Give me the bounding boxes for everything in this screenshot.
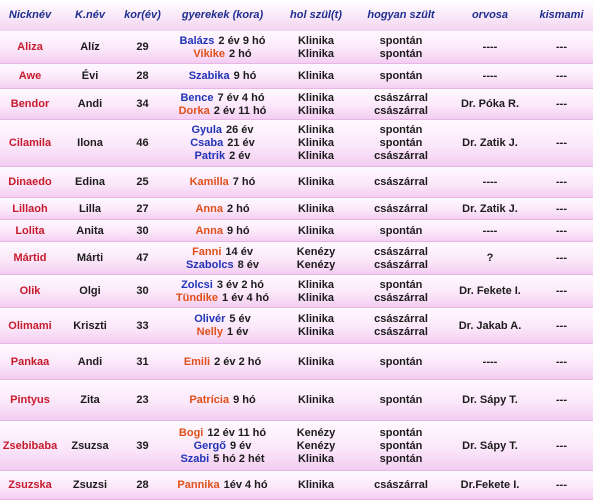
child-name: Patrícia <box>189 394 230 406</box>
birthplace-cell <box>280 421 352 471</box>
child-age: 9 év <box>229 439 252 452</box>
doctor-cell: ---- <box>482 41 498 53</box>
right-edge <box>593 0 600 500</box>
child-entry <box>195 225 249 238</box>
birthplace-cell <box>280 120 352 167</box>
pregnant-cell: --- <box>556 202 567 215</box>
birth-method-cell <box>352 89 450 120</box>
age-cell: 34 <box>136 98 149 110</box>
birth-method-value: spontán <box>379 278 423 291</box>
name-cell: Zsuzsa <box>71 439 109 452</box>
child-entry <box>191 124 253 137</box>
birthplace-value: Kenézy <box>296 245 336 258</box>
birth-method-value: császárral <box>374 176 428 188</box>
pregnant-cell: --- <box>556 355 567 368</box>
child-entry <box>192 246 253 259</box>
age-cell: 39 <box>136 439 149 452</box>
birthplace-value: Klinika <box>297 150 335 162</box>
child-entry <box>180 453 264 466</box>
age-cell: 28 <box>136 479 149 491</box>
children-cell <box>165 198 280 220</box>
child-age: 9 hó <box>233 70 257 82</box>
header-children: gyerekek (kora) <box>181 9 264 21</box>
name-cell: Lilla <box>78 202 101 215</box>
table-row <box>0 380 593 421</box>
child-age: 14 év <box>225 245 253 258</box>
age-cell: 29 <box>136 41 149 53</box>
child-age: 9 hó <box>226 224 250 237</box>
birth-method-value: császárral <box>374 258 428 271</box>
children-cell <box>165 242 280 275</box>
child-entry <box>190 137 255 150</box>
age-cell: 30 <box>136 285 149 297</box>
table-row <box>0 167 593 198</box>
child-entry <box>194 440 252 453</box>
nick-cell: Zsebibaba <box>2 439 58 452</box>
child-entry <box>176 292 269 305</box>
birthplace-value: Klinika <box>297 34 335 47</box>
child-entry <box>189 70 257 83</box>
doctor-cell: ? <box>486 252 494 264</box>
child-age: 2 év 2 hó <box>214 355 262 368</box>
nick-cell: Olik <box>19 285 41 297</box>
name-cell: Andi <box>77 355 103 368</box>
table-row <box>0 308 593 344</box>
table-row <box>0 64 593 89</box>
nick-cell: Awe <box>18 70 42 82</box>
birthplace-value: Klinika <box>297 176 335 188</box>
birth-method-value: császárral <box>374 104 428 117</box>
birth-method-value: császárral <box>374 326 428 338</box>
pregnant-cell: --- <box>556 252 567 264</box>
children-cell <box>165 344 280 380</box>
doctor-cell: ---- <box>482 70 498 82</box>
child-name: Gyula <box>191 124 223 136</box>
table-row <box>0 198 593 220</box>
child-name: Bogi <box>178 426 204 439</box>
doctor-cell: Dr. Fekete I. <box>459 285 521 297</box>
nick-cell: Lolita <box>15 224 45 237</box>
child-name: Balázs <box>179 34 215 47</box>
child-name: Szabolcs <box>185 258 234 271</box>
nick-cell: Aliza <box>17 41 43 53</box>
birthplace-cell <box>280 380 352 421</box>
birth-method-value: császárral <box>374 202 428 215</box>
pregnant-cell: --- <box>556 394 567 406</box>
doctor-cell: Dr. Zatik J. <box>462 137 518 149</box>
child-name: Vikike <box>193 47 225 60</box>
doctor-cell: ---- <box>482 355 498 368</box>
birth-method-value: császárral <box>374 245 428 258</box>
birthplace-value: Klinika <box>297 70 335 82</box>
nick-cell: Dinaedo <box>8 176 52 188</box>
children-cell <box>165 167 280 198</box>
birthplace-cell <box>280 344 352 380</box>
name-cell: Ilona <box>77 137 103 149</box>
child-name: Dorka <box>178 104 210 117</box>
child-entry <box>179 105 267 118</box>
child-age: 7 év 4 hó <box>217 91 265 104</box>
child-age: 2 év 11 hó <box>213 104 267 117</box>
child-entry <box>179 427 266 440</box>
birth-method-value: spontán <box>379 452 423 465</box>
birthplace-value: Klinika <box>297 278 335 291</box>
birthplace-value: Klinika <box>297 355 335 368</box>
children-cell <box>165 89 280 120</box>
child-age: 26 év <box>226 124 254 136</box>
birthplace-value: Kenézy <box>296 439 336 452</box>
pregnant-cell: --- <box>556 41 567 53</box>
birth-method-value: császárral <box>374 313 428 325</box>
child-entry <box>184 356 261 369</box>
doctor-cell: Dr.Fekete I. <box>460 479 520 491</box>
table-row <box>0 31 593 64</box>
nick-cell: Olimami <box>8 319 52 332</box>
age-cell: 27 <box>136 202 149 215</box>
birth-method-value: spontán <box>379 394 423 406</box>
birth-method-value: spontán <box>379 137 423 149</box>
age-cell: 23 <box>136 394 149 406</box>
child-entry <box>195 203 249 216</box>
child-age: 2 év <box>229 150 251 162</box>
header-where: hol szül(t) <box>290 9 342 21</box>
pregnant-cell: --- <box>556 176 567 188</box>
nick-cell: Pankaa <box>10 355 50 368</box>
children-cell <box>165 31 280 64</box>
child-age: 9 hó <box>233 394 256 406</box>
birthplace-value: Klinika <box>297 91 335 104</box>
birth-method-cell <box>352 167 450 198</box>
birthplace-cell <box>280 64 352 89</box>
child-age: 5 év <box>229 313 251 325</box>
birth-method-value: spontán <box>379 47 423 60</box>
child-entry <box>177 479 267 492</box>
birth-method-value: spontán <box>379 70 423 82</box>
pregnant-cell: --- <box>556 70 567 82</box>
birthplace-cell <box>280 167 352 198</box>
birth-method-cell <box>352 308 450 344</box>
name-cell: Olgi <box>79 285 101 297</box>
birthplace-cell <box>280 31 352 64</box>
pregnant-cell: --- <box>556 224 567 237</box>
pregnant-cell: --- <box>556 479 567 491</box>
child-entry <box>190 176 256 189</box>
child-age: 1 év 4 hó <box>222 291 270 304</box>
birth-method-cell <box>352 64 450 89</box>
child-entry <box>180 92 264 105</box>
table-row <box>0 89 593 120</box>
birth-method-cell <box>352 471 450 500</box>
children-cell <box>165 380 280 421</box>
table-row <box>0 344 593 380</box>
children-cell <box>165 220 280 242</box>
name-cell: Évi <box>81 70 99 82</box>
birth-method-cell <box>352 380 450 421</box>
name-cell: Edina <box>75 176 105 188</box>
child-name: Olivér <box>194 313 226 325</box>
doctor-cell: Dr. Zatik J. <box>462 202 518 215</box>
pregnant-cell: --- <box>556 285 567 297</box>
table-row <box>0 275 593 308</box>
header-how: hogyan szült <box>367 9 435 21</box>
header-pregnant: kismami <box>539 9 584 21</box>
name-cell: Kriszti <box>73 319 107 332</box>
birthplace-value: Klinika <box>297 47 335 60</box>
child-name: Szabika <box>188 70 230 82</box>
child-entry <box>181 279 264 292</box>
header-kname: K.név <box>75 9 105 21</box>
child-name: Gergő <box>193 439 226 452</box>
birthplace-value: Kenézy <box>296 426 336 439</box>
table-row <box>0 471 593 500</box>
child-entry <box>195 150 251 163</box>
child-name: Tündike <box>175 291 219 304</box>
birthplace-cell <box>280 275 352 308</box>
name-cell: Anita <box>76 224 104 237</box>
child-name: Szabi <box>180 452 210 465</box>
nick-cell: Lillaoh <box>12 202 48 215</box>
age-cell: 25 <box>136 176 149 188</box>
age-cell: 30 <box>136 224 149 237</box>
birthplace-cell <box>280 89 352 120</box>
child-name: Kamilla <box>189 176 229 188</box>
birthplace-cell <box>280 471 352 500</box>
birthplace-value: Klinika <box>297 124 335 136</box>
doctor-cell: Dr. Sápy T. <box>462 394 518 406</box>
age-cell: 33 <box>136 319 149 332</box>
nick-cell: Zsuzska <box>8 479 52 491</box>
name-cell: Zsuzsi <box>72 479 108 491</box>
birthplace-cell <box>280 308 352 344</box>
nick-cell: Pintyus <box>10 394 50 406</box>
child-name: Fanni <box>192 245 222 258</box>
child-name: Bence <box>180 91 214 104</box>
pregnant-cell: --- <box>556 439 567 452</box>
age-cell: 47 <box>136 252 149 264</box>
birthplace-cell <box>280 220 352 242</box>
child-name: Zolcsi <box>181 278 213 291</box>
children-cell <box>165 471 280 500</box>
child-entry <box>193 48 251 61</box>
birthplace-value: Klinika <box>297 291 335 304</box>
children-cell <box>165 275 280 308</box>
child-age: 1év 4 hó <box>223 479 268 491</box>
birthplace-value: Klinika <box>297 452 335 465</box>
doctor-cell: Dr. Sápy T. <box>462 439 518 452</box>
age-cell: 46 <box>136 137 149 149</box>
birth-method-cell <box>352 275 450 308</box>
child-age: 5 hó 2 hét <box>213 452 265 465</box>
children-cell <box>165 421 280 471</box>
doctor-cell: ---- <box>482 176 498 188</box>
birthplace-value: Klinika <box>297 313 335 325</box>
age-cell: 28 <box>136 70 149 82</box>
child-entry <box>186 259 259 272</box>
birthplace-cell <box>280 242 352 275</box>
child-name: Patrik <box>194 150 226 162</box>
age-cell: 31 <box>136 355 149 368</box>
nick-cell: Bendor <box>10 98 50 110</box>
birthplace-value: Klinika <box>297 104 335 117</box>
child-name: Anna <box>195 202 223 215</box>
name-cell: Andi <box>77 98 103 110</box>
header-nick: Nicknév <box>8 9 52 21</box>
birth-method-value: császárral <box>374 291 428 304</box>
doctor-cell: Dr. Póka R. <box>460 98 520 110</box>
name-cell: Alíz <box>80 41 100 53</box>
birth-method-value: császárral <box>374 150 428 162</box>
birthplace-cell <box>280 198 352 220</box>
child-age: 2 hó <box>228 47 252 60</box>
table-row <box>0 421 593 471</box>
child-entry <box>194 313 251 326</box>
child-age: 12 év 11 hó <box>207 426 267 439</box>
children-cell <box>165 64 280 89</box>
child-name: Nelly <box>196 326 223 338</box>
header-age: kor(év) <box>124 9 161 21</box>
child-age: 3 év 2 hó <box>216 278 264 291</box>
table-row <box>0 242 593 275</box>
child-name: Anna <box>195 224 223 237</box>
birth-method-cell <box>352 198 450 220</box>
nick-cell: Mártid <box>13 252 47 264</box>
birth-method-value: spontán <box>379 224 423 237</box>
name-cell: Márti <box>76 252 104 264</box>
birth-method-cell <box>352 220 450 242</box>
child-name: Csaba <box>190 137 224 149</box>
child-age: 8 év <box>237 258 260 271</box>
child-age: 7 hó <box>232 176 256 188</box>
birth-method-value: spontán <box>379 426 423 439</box>
birth-method-value: spontán <box>379 439 423 452</box>
child-age: 1 év <box>226 326 249 338</box>
birth-method-cell <box>352 31 450 64</box>
birthplace-value: Klinika <box>297 479 335 491</box>
doctor-cell: Dr. Jakab A. <box>458 319 522 332</box>
birthplace-value: Klinika <box>297 202 335 215</box>
birth-method-cell <box>352 421 450 471</box>
birthplace-value: Klinika <box>297 224 335 237</box>
table-row <box>0 120 593 167</box>
children-cell <box>165 308 280 344</box>
pregnant-cell: --- <box>556 137 567 149</box>
doctor-cell: ---- <box>482 224 498 237</box>
birth-method-value: császárral <box>374 91 428 104</box>
child-name: Emili <box>183 355 211 368</box>
birthplace-value: Kenézy <box>296 258 336 271</box>
child-entry <box>197 326 249 339</box>
header-doctor: orvosa <box>471 9 509 21</box>
birth-method-value: spontán <box>379 34 423 47</box>
birth-method-cell <box>352 242 450 275</box>
birth-method-cell <box>352 344 450 380</box>
table-header <box>0 0 593 31</box>
birth-method-value: császárral <box>374 479 428 491</box>
birthplace-value: Klinika <box>297 394 335 406</box>
birth-method-cell <box>352 120 450 167</box>
child-age: 2 év 9 hó <box>218 34 266 47</box>
child-entry <box>189 394 255 407</box>
birthplace-value: Klinika <box>297 326 335 338</box>
pregnant-cell: --- <box>556 319 567 332</box>
child-age: 21 év <box>227 137 255 149</box>
name-cell: Zita <box>80 394 100 406</box>
child-age: 2 hó <box>226 202 250 215</box>
children-cell <box>165 120 280 167</box>
pregnant-cell: --- <box>556 98 567 110</box>
birth-method-value: spontán <box>379 355 423 368</box>
table-row <box>0 220 593 242</box>
nick-cell: Cilamila <box>8 137 52 149</box>
birthplace-value: Klinika <box>297 137 335 149</box>
child-name: Pannika <box>177 479 220 491</box>
birth-method-value: spontán <box>379 124 423 136</box>
child-entry <box>180 35 266 48</box>
